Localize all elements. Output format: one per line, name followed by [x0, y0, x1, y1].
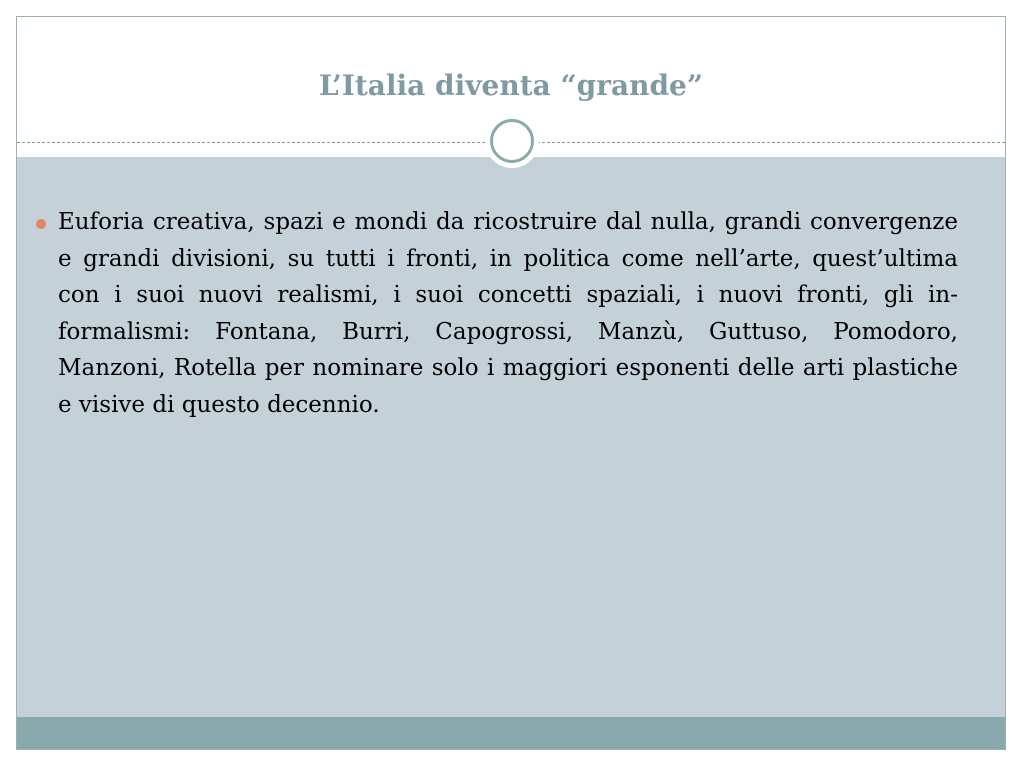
bullet-text: Euforia creativa, spazi e mondi da ricostruire dal nulla, grandi convergenze e grandi divisioni, su tutti i fronti, in politica come nell’arte, quest’ultima con i suoi nuovi realismi, i suoi concetti spaziali, i nuovi fronti, gli in-formalismi: Fontana, Burri, Capogrossi, Manzù, Guttuso, Pomodoro, Manzoni, Rotella per nominare solo i maggiori esponenti delle arti plastiche e visive di questo decennio. — [58, 209, 958, 418]
ring-ornament-icon — [485, 114, 539, 168]
bullet-item — [36, 204, 958, 423]
slide-title: L’Italia diventa “grande” — [319, 69, 703, 102]
bullet-list — [36, 204, 958, 423]
ring-inner — [490, 119, 534, 163]
bullet-dot-icon — [36, 219, 46, 229]
footer-bar — [17, 717, 1005, 750]
